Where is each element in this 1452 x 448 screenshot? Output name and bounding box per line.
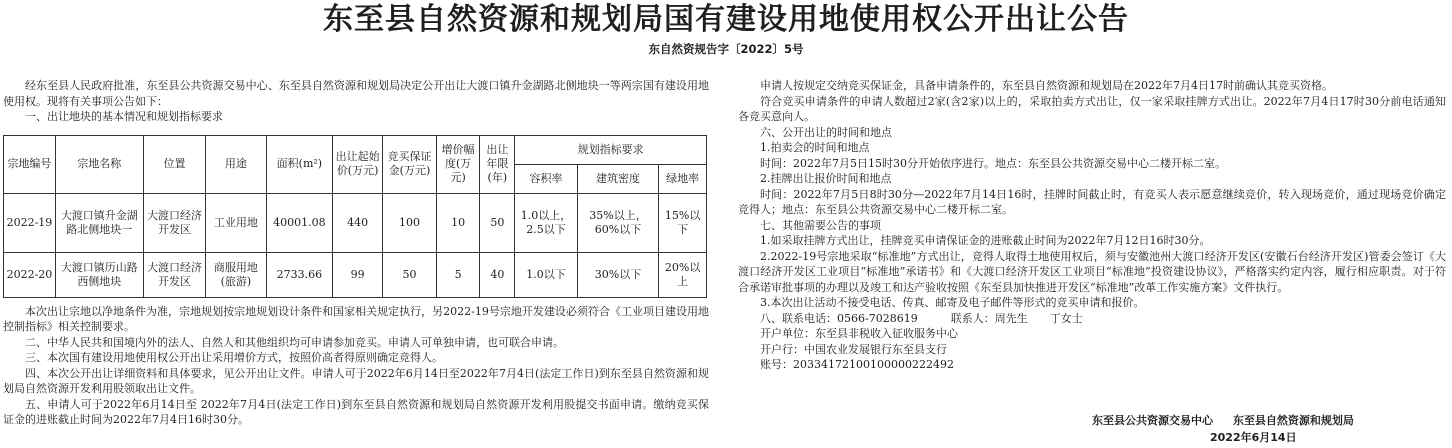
- table-cell: 440: [333, 193, 383, 252]
- document-number: 东自然资规告字〔2022〕5号: [648, 42, 804, 56]
- signature-org: 东至县自然资源和规划局: [1232, 414, 1354, 427]
- table-header: 用途: [206, 135, 266, 193]
- table-header: 宗地名称: [55, 135, 143, 193]
- section-heading: 一、出让地块的基本情况和规划指标要求: [25, 110, 223, 123]
- body-paragraph: 1.拍卖会的时间和地点: [760, 141, 870, 154]
- body-paragraph: 本次出让宗地以净地条件为准，宗地规划按宗地规划设计条件和国家相关规定执行，另2022-19号宗地开发建设必须符合《工业项目建设用地控制指标》相关控制要求。: [3, 304, 709, 333]
- table-subheader: 绿地率: [659, 164, 707, 193]
- table-cell: 大渡口经济开发区: [143, 252, 205, 297]
- body-paragraph: 时间：2022年7月5日8时30分—2022年7月14日16时，挂牌时间截止时，有竞买人表示愿意继续竞价，转入现场竞价，通过现场竞价确定竞得人；地点：东至县公共资源交易中心二楼开标二室。: [738, 187, 1446, 216]
- table-header: 面积(m²): [266, 135, 333, 193]
- body-paragraph: 申请人按规定交纳竞买保证金，具备申请条件的，东至县自然资源和规划局在2022年7月4日17时前确认其竞买资格。: [760, 79, 1333, 92]
- table-cell: 100: [382, 193, 436, 252]
- intro-paragraph: 经东至县人民政府批准，东至县公共资源交易中心、东至县自然资源和规划局决定公开出让大渡口镇升金湖路北侧地块一等两宗国有建设用地使用权。现将有关事项公告如下：: [3, 79, 709, 108]
- table-cell: 工业用地: [206, 193, 266, 252]
- table-cell: 20%以上: [659, 252, 707, 297]
- body-paragraph: 3.本次出让活动不接受电话、传真、邮寄及电子邮件等形式的竞买申请和报价。: [760, 296, 1145, 309]
- table-cell: 大渡口镇升金湖路北侧地块一: [55, 193, 143, 252]
- table-cell: 40: [480, 252, 515, 297]
- table-cell: 大渡口经济开发区: [143, 193, 205, 252]
- table-header: 宗地编号: [4, 135, 56, 193]
- table-cell: 2022-19: [4, 193, 56, 252]
- section-heading: 七、其他需要公告的事项: [760, 218, 881, 232]
- account-holder: 开户单位：东至县非税收入征收服务中心: [760, 327, 958, 340]
- body-paragraph: 二、中华人民共和国境内外的法人、自然人和其他组织均可申请参加竞买。申请人可单独申请，也可联合申请。: [25, 335, 564, 349]
- table-cell: 5: [436, 252, 479, 297]
- table-header: 竞买保证金(万元): [382, 135, 436, 193]
- body-paragraph: 1.如采取挂牌方式出让，挂牌竞买申请保证金的进账截止时间为2022年7月12日16时30分。: [760, 234, 1211, 247]
- contact-line: 八、联系电话：0566-7028619 联系人：周先生 丁女士: [760, 311, 1083, 325]
- table-header: 出让起始价(万元): [333, 135, 383, 193]
- right-column: [738, 78, 1446, 373]
- signature-date: 2022年6月14日: [1210, 431, 1297, 444]
- table-subheader: 容积率: [515, 164, 577, 193]
- table-header: 位置: [143, 135, 205, 193]
- table-cell: 2733.66: [266, 252, 333, 297]
- body-paragraph: 四、本次公开出让详细资料和具体要求，见公开出让文件。申请人可于2022年6月14日至2022年7月4日(法定工作日)到东至县自然资源和规划局自然资源开发利用股领取出让文件。: [3, 366, 709, 395]
- table-cell: 99: [333, 252, 383, 297]
- table-cell: 1.0以上，2.5以下: [515, 193, 577, 252]
- signature-block: [1092, 412, 1452, 446]
- body-paragraph: 符合竞买申请条件的申请人数超过2家(含2家)以上的，采取拍卖方式出让，仅一家采取挂牌方式出让。2022年7月4日17时30分前电话通知各竞买意向人。: [738, 94, 1446, 123]
- bank-name: 开户行：中国农业发展银行东至县支行: [760, 342, 947, 356]
- table-cell: 商服用地(旅游): [206, 252, 266, 297]
- table-cell: 15%以下: [659, 193, 707, 252]
- table-header: 出让年限(年): [480, 135, 515, 193]
- left-column: [3, 78, 709, 428]
- table-cell: 1.0以下: [515, 252, 577, 297]
- body-paragraph: 2.2022-19号宗地采取“标准地”方式出让，竞得人取得土地使用权后，须与安徽池州大渡口经济开发区(安徽石台经济开发区)管委会签订《大渡口经济开发区工业项目“标准地”承诺书》和《大渡口经济开发区工业项目“标准地”投资建设协议》，严格落实约定内容，履行相应职责。对于符合承诺审批事项的办理以及竣工和达产验收按照《东至县加快推进开发区“标准地”改革工作实施方案》文件执行。: [738, 249, 1446, 294]
- table-cell: 50: [382, 252, 436, 297]
- table-header: 规划指标要求: [515, 135, 707, 164]
- account-number: 账号：20334172100100000222492: [760, 358, 954, 371]
- notice-title: 东至县自然资源和规划局国有建设用地使用权公开出让公告: [323, 2, 1129, 37]
- table-cell: 35%以上，60%以下: [577, 193, 659, 252]
- body-paragraph: 三、本次国有建设用地使用权公开出让采用增价方式，按照价高者得原则确定竞得人。: [25, 351, 443, 364]
- section-heading: 六、公开出让的时间和地点: [760, 125, 892, 139]
- table-cell: 大渡口镇历山路西侧地块: [55, 252, 143, 297]
- table-cell: 2022-20: [4, 252, 56, 297]
- table-header: 增价幅度(万元): [436, 135, 479, 193]
- table-row: [4, 252, 707, 297]
- table-subheader: 建筑密度: [577, 164, 659, 193]
- land-plot-table: [3, 135, 707, 298]
- body-paragraph: 五、申请人可于2022年6月14日至 2022年7月4日(法定工作日)到东至县自然资源和规划局自然资源开发利用股提交书面申请。缴纳竞买保证金的进账截止时间为2022年7月4日16时30分。: [3, 397, 709, 426]
- table-cell: 10: [436, 193, 479, 252]
- body-paragraph: 时间：2022年7月5日15时30分开始依序进行。地点：东至县公共资源交易中心二楼开标二室。: [760, 156, 1226, 170]
- table-row: [4, 193, 707, 252]
- signature-org: 东至县公共资源交易中心: [1092, 414, 1213, 427]
- body-paragraph: 2.挂牌出让报价时间和地点: [760, 172, 892, 185]
- table-cell: 40001.08: [266, 193, 333, 252]
- table-cell: 50: [480, 193, 515, 252]
- table-cell: 30%以下: [577, 252, 659, 297]
